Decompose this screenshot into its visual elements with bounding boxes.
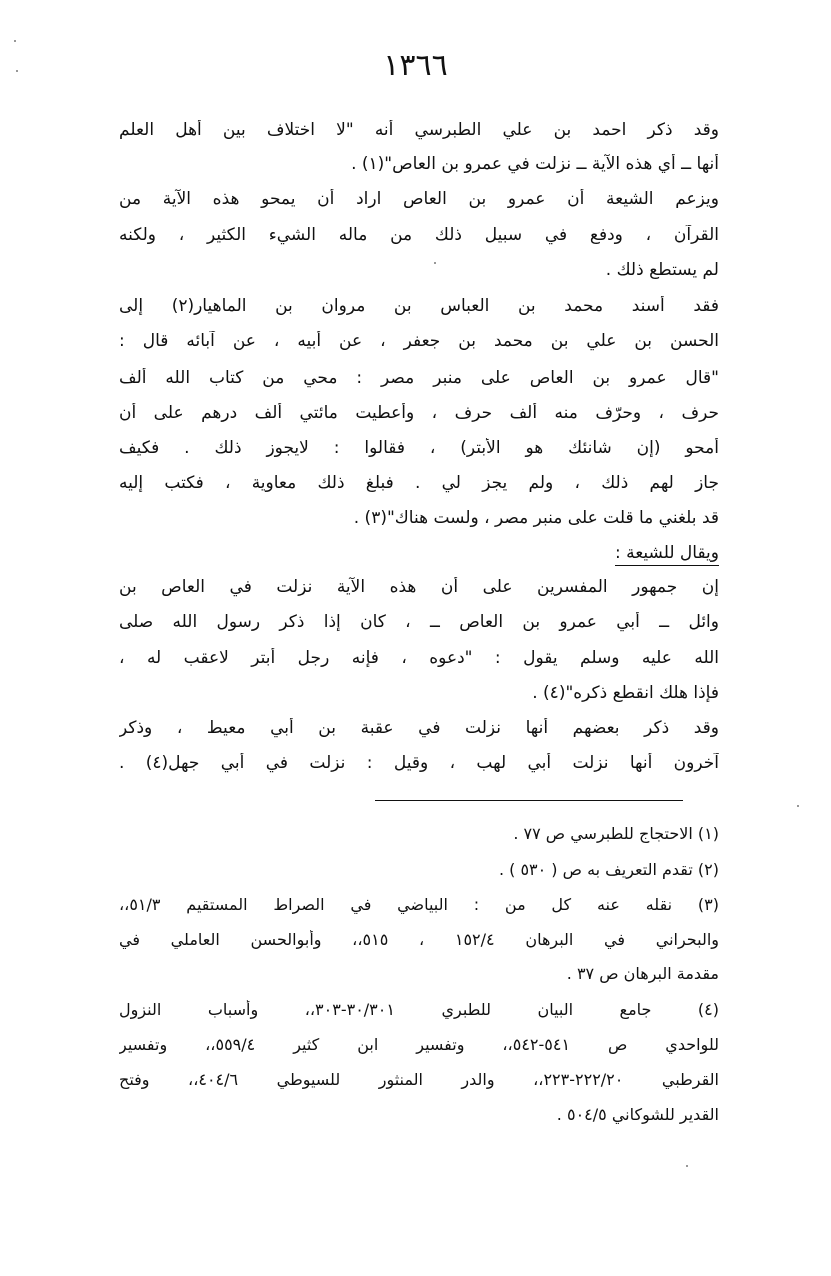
scan-speck (14, 40, 16, 42)
body-line: فإذا هلك انقطع ذكره"(٤) . (532, 683, 719, 703)
body-line: آخرون أنها نزلت أبي لهب ، وقيل : نزلت في أبي جهل(٤) . (119, 753, 719, 773)
body-line: أمحو (إن شانئك هو الأبتر) ، فقالوا : لايجوز ذلك . فكيف (119, 438, 719, 458)
footnote-line: (٢) تقدم التعريف به ص ( ٥٣٠ ) . (498, 860, 719, 879)
body-line: وقد ذكر احمد بن علي الطبرسي أنه "لا اختلاف بين أهل العلم (119, 120, 719, 140)
body-line: وائل ــ أبي عمرو بن العاص ــ ، كان إذا ذكر رسول الله صلى (119, 612, 719, 632)
body-line: إن جمهور المفسرين على أن هذه الآية نزلت في العاص بن (119, 577, 719, 597)
footnote-line: القرطبي ٢٢٢/٢٠-٢٢٣،، والدر المنثور للسيوطي ٤٠٤/٦،، وفتح (119, 1070, 719, 1089)
footnote-line: والبحراني في البرهان ١٥٢/٤ ، ٥١٥،، وأبوالحسن العاملي في (119, 930, 719, 949)
footnote-line: (٤) جامع البيان للطبري ٣٠/٣٠١-٣٠٣،، وأسباب النزول (119, 1000, 719, 1019)
scan-speck (686, 1165, 688, 1167)
scan-speck (16, 70, 18, 72)
scan-speck (797, 805, 799, 807)
footnote-line: (٣) نقله عنه كل من : البياضي في الصراط المستقيم ٥١/٣،، (119, 895, 719, 914)
body-line: القرآن ، ودفع في سبيل ذلك من ماله الشيء الكثير ، ولكنه (119, 225, 719, 245)
body-line: أنها ــ أي هذه الآية ــ نزلت في عمرو بن العاص"(١) . (351, 154, 719, 174)
footnote-line: مقدمة البرهان ص ٣٧ . (566, 964, 719, 983)
footnote-separator (375, 800, 683, 801)
section-heading: ويقال للشيعة : (615, 543, 719, 566)
body-line: جاز لهم ذلك ، ولم يجز لي . فبلغ ذلك معاوية ، فكتب إليه (119, 473, 719, 493)
body-line: ويزعم الشيعة أن عمرو بن العاص اراد أن يمحو هذه الآية من (119, 189, 719, 209)
footnote-line: للواحدي ص ٥٤١-٥٤٢،، وتفسير ابن كثير ٥٥٩/٤،، وتفسير (119, 1035, 719, 1054)
body-line: وقد ذكر بعضهم أنها نزلت في عقبة بن أبي معيط ، وذكر (119, 718, 719, 738)
scan-speck (434, 262, 436, 264)
footnote-line: (١) الاحتجاج للطبرسي ص ٧٧ . (513, 824, 719, 843)
body-line: الحسن بن علي بن محمد بن جعفر ، عن أبيه ، عن آبائه قال : (119, 331, 719, 351)
body-line: الله عليه وسلم يقول : "دعوه ، فإنه رجل أبتر لاعقب له ، (119, 648, 719, 668)
footnote-line: القدير للشوكاني ٥٠٤/٥ . (556, 1105, 719, 1124)
body-line: فقد أسند محمد بن العباس بن مروان بن الماهيار(٢) إلى (119, 296, 719, 316)
body-line: قد بلغني ما قلت على منبر مصر ، ولست هناك"(٣) . (353, 508, 719, 528)
page-number: ١٣٦٦ (383, 48, 448, 83)
body-line: حرف ، وحرّف منه ألف حرف ، وأعطيت مائتي ألف درهم على أن (119, 403, 719, 423)
body-line: "قال عمرو بن العاص على منبر مصر : محي من كتاب الله ألف (119, 368, 719, 388)
body-line: لم يستطع ذلك . (605, 260, 719, 280)
